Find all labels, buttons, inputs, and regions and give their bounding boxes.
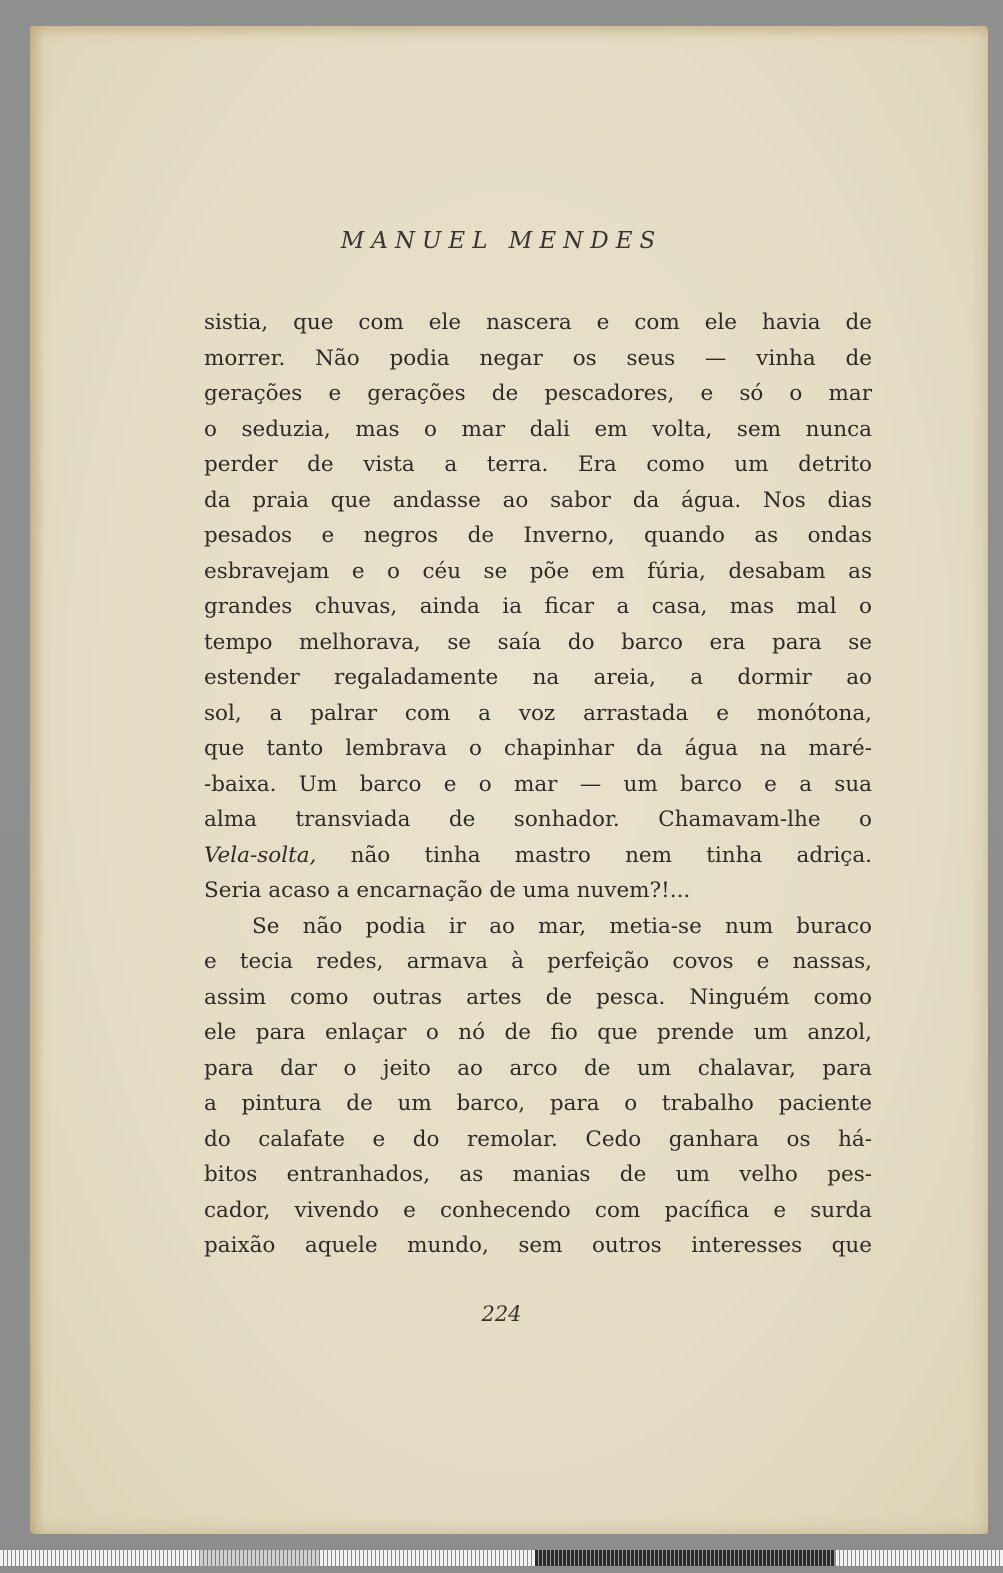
text-line: ele para enlaçar o nó de fio que prende um anzol,	[204, 1020, 872, 1045]
text-line: morrer. Não podia negar os seus — vinha de	[204, 345, 872, 371]
scan-scale-bar	[0, 1550, 1003, 1566]
text-line	[204, 838, 872, 874]
italic-name: Vela-solta,	[204, 842, 317, 868]
text-line: gerações e gerações de pescadores, e só o mar	[204, 381, 872, 406]
text-line: assim como outras artes de pesca. Ninguém como	[204, 984, 872, 1010]
text-line: sistia, que com ele nascera e com ele havia de	[204, 310, 872, 335]
text-line: esbravejam e o céu se põe em fúria, desabam as	[204, 558, 872, 584]
text-line: e tecia redes, armava à perfeição covos e nassas,	[204, 949, 872, 974]
scan-scale-bar-segment	[535, 1550, 835, 1566]
paragraph-start-line: Se não podia ir ao mar, metia-se num buraco	[252, 913, 872, 939]
text-line: cador, vivendo e conhecendo com pacífica e surda	[204, 1197, 872, 1223]
text-line: -baixa. Um barco e o mar — um barco e a sua	[204, 771, 872, 797]
text-line: a pintura de um barco, para o trabalho paciente	[204, 1091, 872, 1116]
text-line: perder de vista a terra. Era como um detrito	[204, 452, 872, 477]
text-line: bitos entranhados, as manias de um velho pes-	[204, 1162, 872, 1187]
text-line: sol, a palrar com a voz arrastada e monótona,	[204, 700, 872, 726]
text-line-rest: não tinha mastro nem tinha adriça.	[316, 842, 872, 868]
running-head: MANUEL MENDES	[340, 228, 663, 254]
text-line: que tanto lembrava o chapinhar da água na maré-	[204, 736, 872, 761]
text-line: alma transviada de sonhador. Chamavam-lhe o	[204, 807, 872, 832]
text-line: pesados e negros de Inverno, quando as ondas	[204, 523, 872, 548]
text-line: da praia que andasse ao sabor da água. Nos dias	[204, 487, 872, 513]
page-number: 224	[481, 1302, 522, 1326]
text-line: do calafate e do remolar. Cedo ganhara os há-	[204, 1126, 872, 1152]
text-line: o seduzia, mas o mar dali em volta, sem nunca	[204, 416, 872, 442]
text-line: para dar o jeito ao arco de um chalavar, para	[204, 1055, 872, 1081]
text-line: paixão aquele mundo, sem outros interesses que	[204, 1233, 872, 1258]
page-edge-top	[30, 26, 988, 36]
text-line: estender regaladamente na areia, a dormir ao	[204, 665, 872, 690]
text-line: tempo melhorava, se saía do barco era para se	[204, 629, 872, 655]
body-text	[204, 305, 872, 1264]
paragraph-end-line: Seria acaso a encarnação de uma nuvem?!...	[204, 878, 691, 903]
scan-scale-bar-segment	[200, 1550, 320, 1566]
text-line: grandes chuvas, ainda ia ficar a casa, mas mal o	[204, 594, 872, 619]
